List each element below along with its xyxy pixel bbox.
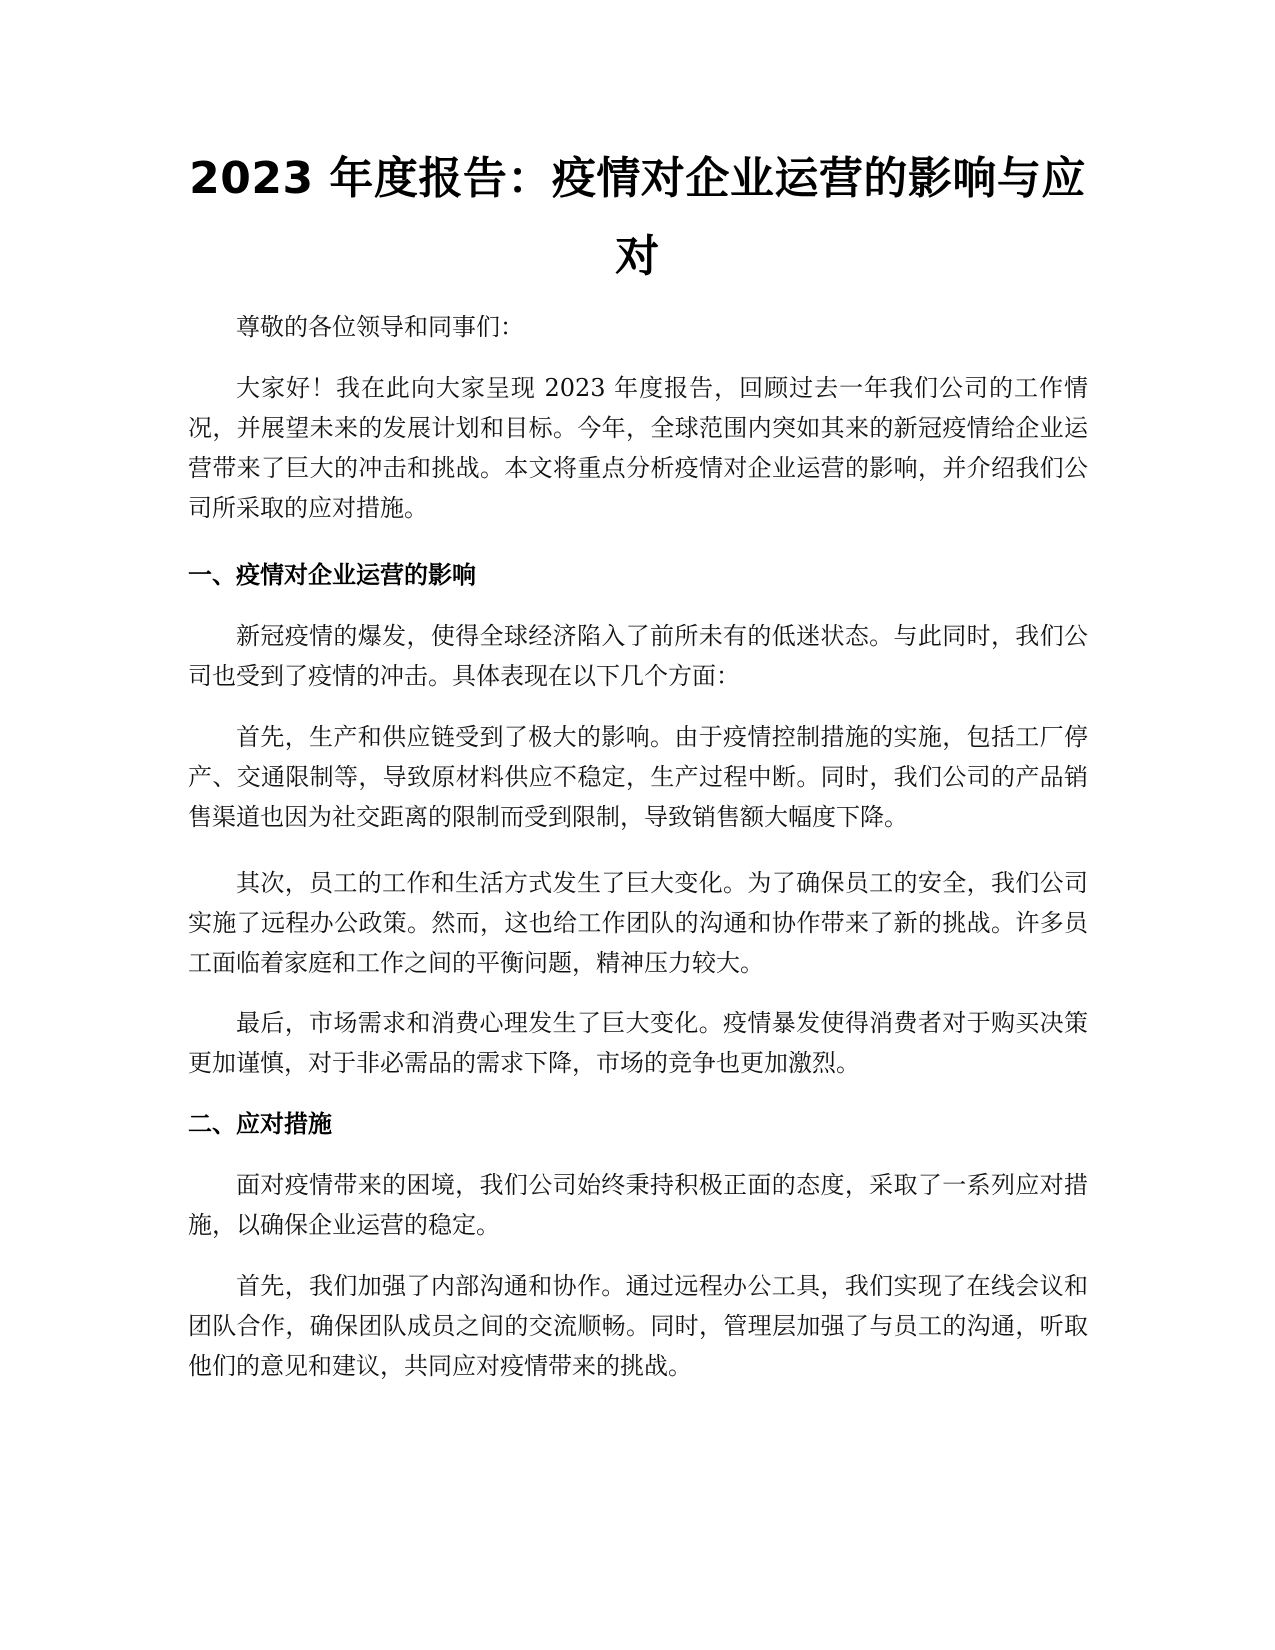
section-1-paragraph-1: 新冠疫情的爆发，使得全球经济陷入了前所未有的低迷状态。与此同时，我们公司也受到了疫情的冲击。具体表现在以下几个方面： — [188, 622, 1088, 690]
section-1-heading: 一、疫情对企业运营的影响 — [188, 561, 476, 589]
document-title: 2023 年度报告：疫情对企业运营的影响与应对 — [189, 153, 1086, 282]
section-2-heading: 二、应对措施 — [188, 1110, 332, 1138]
section-1-paragraph-2: 首先，生产和供应链受到了极大的影响。由于疫情控制措施的实施，包括工厂停产、交通限制等，导致原材料供应不稳定，生产过程中断。同时，我们公司的产品销售渠道也因为社交距离的限制而受到限制，导致销售额大幅度下降。 — [188, 723, 1088, 831]
section-2-paragraph-2: 首先，我们加强了内部沟通和协作。通过远程办公工具，我们实现了在线会议和团队合作，确保团队成员之间的交流顺畅。同时，管理层加强了与员工的沟通，听取他们的意见和建议，共同应对疫情带来的挑战。 — [188, 1272, 1088, 1380]
intro-paragraph: 大家好！我在此向大家呈现 2023 年度报告，回顾过去一年我们公司的工作情况，并展望未来的发展计划和目标。今年，全球范围内突如其来的新冠疫情给企业运营带来了巨大的冲击和挑战。本文将重点分析疫情对企业运营的影响，并介绍我们公司所采取的应对措施。 — [188, 374, 1088, 522]
greeting-paragraph: 尊敬的各位领导和同事们： — [236, 313, 524, 341]
section-2-paragraph-1: 面对疫情带来的困境，我们公司始终秉持积极正面的态度，采取了一系列应对措施，以确保企业运营的稳定。 — [188, 1171, 1088, 1239]
section-1-paragraph-3: 其次，员工的工作和生活方式发生了巨大变化。为了确保员工的安全，我们公司实施了远程办公政策。然而，这也给工作团队的沟通和协作带来了新的挑战。许多员工面临着家庭和工作之间的平衡问题，精神压力较大。 — [188, 869, 1088, 977]
section-1-paragraph-4: 最后，市场需求和消费心理发生了巨大变化。疫情暴发使得消费者对于购买决策更加谨慎，对于非必需品的需求下降，市场的竞争也更加激烈。 — [188, 1009, 1088, 1077]
